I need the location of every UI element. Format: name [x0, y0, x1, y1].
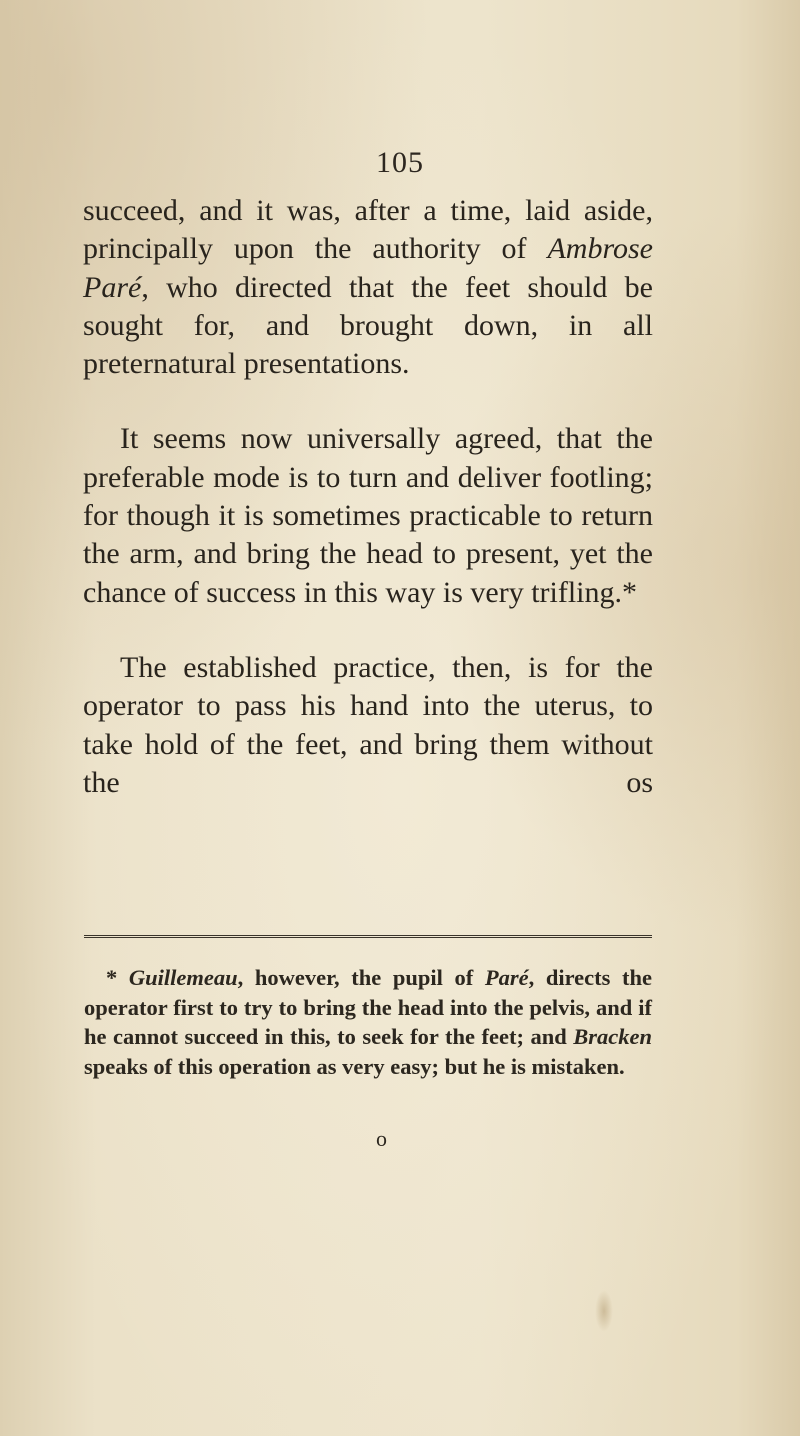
italic-name: Ambrose Paré — [83, 232, 653, 304]
italic-name: Guillemeau — [128, 965, 238, 990]
text-run: The established practice, then, is for the operator to pass his hand into the uterus, to take hold of the feet, and bring them without the os — [83, 650, 653, 799]
text-run: , directs the operator first to try to bring the head into the pelvis, and if he cannot succeed in this, to seek for the feet; and — [84, 965, 653, 1049]
page-number: 105 — [376, 146, 424, 179]
text-run: , however, the pupil of — [237, 965, 485, 990]
text-run: speaks of this operation as very easy; but he is mistaken. — [84, 1053, 625, 1079]
text-run: succeed, and it was, after a time, laid aside, principally upon the authority of — [83, 194, 653, 266]
footnote — [84, 963, 652, 1081]
text-run: It seems now universally agreed, that the preferable mode is to turn and deliver footling; for though it is sometimes practicable to return the arm, and bring the head to present, yet the chance of success in this way is very trifling.* — [83, 422, 653, 609]
italic-name: Paré — [484, 965, 529, 990]
paragraph — [83, 649, 653, 802]
paragraph — [83, 420, 653, 611]
text-run: * — [106, 965, 129, 990]
paragraph — [83, 192, 653, 383]
paper-stain — [595, 1290, 613, 1332]
body-text — [83, 192, 653, 802]
catchword: o — [376, 1126, 387, 1151]
footnote-divider — [84, 935, 652, 938]
text-run: , who directed that the feet should be sought for, and brought down, in all preternatural presentations. — [83, 270, 653, 381]
italic-name: Bracken — [573, 1024, 652, 1049]
footnote-text — [84, 963, 652, 1081]
